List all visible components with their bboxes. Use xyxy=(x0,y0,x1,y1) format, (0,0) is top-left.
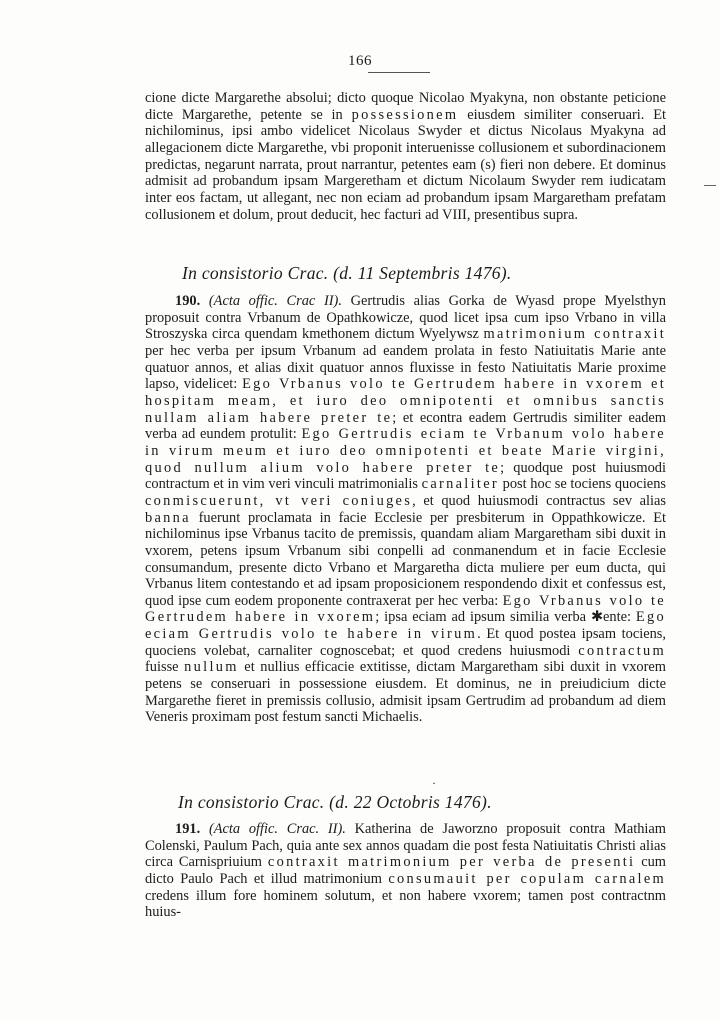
text-run: . Et quod postea ipsam tociens, quociens volebat, carnaliter cognoscebat; et quod credens huiusmodi xyxy=(145,626,667,659)
entry-text xyxy=(145,293,666,726)
section-heading: In consistorio Crac. (d. 22 Octobris 1476). xyxy=(178,792,492,812)
paragraph-text xyxy=(145,90,666,223)
spaced-text: possessionem xyxy=(351,106,459,123)
text-run: credens illum fore hominem solutum, et non habere vxorem; tamen post contractnm huius- xyxy=(145,887,666,921)
entry-number: 190. xyxy=(175,293,201,309)
ink-blot: ✱ xyxy=(590,609,604,626)
spaced-text: banna xyxy=(145,509,191,526)
entry-source: (Acta offic. Crac II). xyxy=(208,293,342,309)
text-run: eiusdem similiter conseruari. Et nichilominus, ipsi ambo videlicet Nicolaus Swyder et dictus Nicolaus Myakyna ad allegacionem dicte Margarethe, vbi proponit interuenisse collusionem et subordinacionem predictas, negarunt narrata, prout narrantur, petentes eam (s) fieri non debere. Et dominus admisit ad probandum ipsam Margeretham et dictum Nicolaum Swyder rem iudicatam inter eos factam, ut allegant, nec non eciam ad probandum ipsam Margaretham prefatam collusionem et dolum, prout deducit, hec facturi ad VIII, presentibus supra. xyxy=(145,106,666,223)
spaced-text: matrimonium contraxit xyxy=(483,326,666,343)
spaced-text: Ego eciam Gertrudis volo te habere in virum xyxy=(145,609,666,643)
spaced-text: conmiscuerunt, vt veri coniuges xyxy=(145,492,413,509)
spaced-text: consumauit per copulam carnalem xyxy=(388,870,666,887)
spaced-text: carnaliter xyxy=(421,476,499,493)
text-run: ; ipsa eciam ad ipsum similia verba xyxy=(375,609,591,626)
spaced-text: contraxit matrimonium per verba de presenti xyxy=(267,854,636,871)
text-run: per hec verba per ipsum Vrbanum ad eandem prolata in festo Natiuitatis Marie ante quatuor annos, et alias dixit quatuor annos fluxisse in festo Natiuitatis Marie proxime lapso, videlicet: xyxy=(145,342,666,393)
entry-190 xyxy=(145,293,666,726)
page-number: 166 xyxy=(348,53,372,69)
text-run: Gertrudis alias Gorka de Wyasd prope Myelsthyn proposuit contra Vrbanum de Opathkowicze, quod licet ipsa cum ipso Vrbano in villa Stroszyska circa quendam kmethonem dictum Wyelywsz xyxy=(145,293,666,343)
text-run: cum dicto Paulo Pach et illud matrimonium xyxy=(145,854,666,887)
entry-191 xyxy=(145,821,666,921)
text-run: post hoc se tociens quociens xyxy=(498,476,666,493)
entry-source: (Acta offic. Crac. II). xyxy=(208,821,346,837)
text-run: Katherina de Jaworzno proposuit contra Mathiam Colenski, Paulum Pach, quia ante sex annos quadam die post festa Natiuitatis Christi alias circa Carnispriuium xyxy=(145,821,667,871)
page-number-rule xyxy=(368,72,430,73)
text-run: ; quodque post huiusmodi contractum et in vim veri vinculi matrimonialis xyxy=(145,459,667,493)
spaced-text: nullum xyxy=(184,659,239,676)
text-run: fuerunt proclamata in facie Ecclesie per presbiterum in Oppathkowicze. Et nichilominus ipse Vrbanus tacito de premissis, quandam aliam Margaretham sibi duxit in vxorem, petens ipsum Vrbanum sibi conpelli ad conmanendum et in facie Ecclesie consumandum, presente dicto Vrbano et Margaretha dicta muliere per eum ducta, qui Vrbanus litem contestando et ad ipsam proposicionem respondendo dixit et confessus est, quod ipse cum eodem proponente contraxerat per hec verba: xyxy=(145,509,666,609)
spaced-text: Ego Vrbanus volo te Gertrudem habere in vxorem xyxy=(145,592,666,626)
margin-mark xyxy=(704,185,716,186)
text-run: fuisse xyxy=(145,659,185,676)
text-run: cione dicte Margarethe absolui; dicto quoque Nicolao Myakyna, non obstante peticione dicte Margarethe, petente se in xyxy=(145,90,666,123)
text-run: ente: xyxy=(603,609,636,626)
text-run: , et quod huiusmodi contractus sev alias xyxy=(412,492,666,509)
spaced-text: contractum xyxy=(578,642,666,659)
entry-text xyxy=(145,821,666,921)
text-run: ; et econtra eadem Gertrudis similiter eadem verba ad eundem protulit: xyxy=(145,409,666,443)
text-run: et nullius efficacie extitisse, dictam Margaretham sibi duxit in vxorem petens se conseruari in possessione eiusdem. Et dominus, ne in preiudicium dicte Margarethe fieret in premissis collusio, admisit ipsam Gertrudim ad probandum ad diem Veneris proximam post festum sancti Michaelis. xyxy=(145,659,667,726)
entry-number: 191. xyxy=(175,821,201,837)
section-heading: In consistorio Crac. (d. 11 Septembris 1476). xyxy=(182,263,512,283)
spaced-text: Ego Vrbanus volo te Gertrudem habere in vxorem et hospitam meam, et iuro deo omnipotenti et omnibus sanctis nullam aliam habere preter te xyxy=(145,376,666,426)
stray-mark: · xyxy=(432,776,436,790)
spaced-text: Ego Gertrudis eciam te Vrbanum volo habere in virum meum et iuro deo omnipotenti et beate Marie virgini, quod nullum alium volo habere preter te xyxy=(145,426,666,476)
continued-paragraph xyxy=(145,90,666,223)
